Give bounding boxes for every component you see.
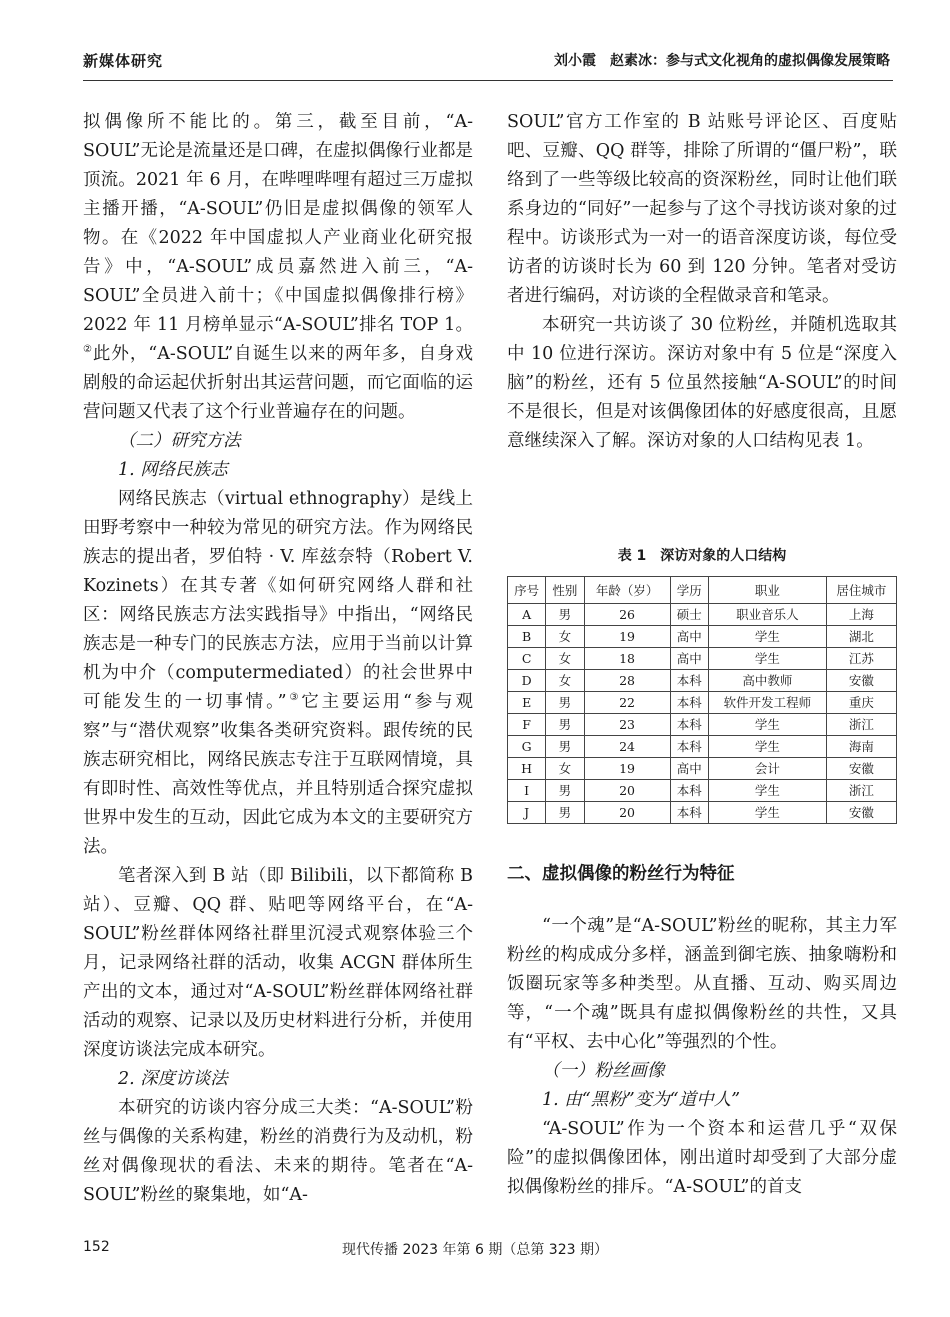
table-cell: 女 bbox=[546, 626, 584, 648]
table-cell: A bbox=[508, 604, 546, 626]
table-cell: 本科 bbox=[670, 692, 708, 714]
table-cell: E bbox=[508, 692, 546, 714]
footnote-mark: ③ bbox=[286, 692, 302, 704]
table-cell: 20 bbox=[584, 780, 670, 802]
paragraph: 网络民族志（virtual ethnography）是线上田野考察中一种较为常见的研究方法。作为网络民族志的提出者，罗伯特 · V. 库兹奈特（Robert V. Kozinets）在其专著《如何研究网络人群和社区：网络民族志方法实践指导》中指出，“网络民族志是一种专门的民族志方法，应用于当前以计算机为中介（computermediated）的社会世界中可能发生的一切事情。”③它主要运用“参与观察”与“潜伏观察”收集各类研究资料。跟传统的民族志研究相比，网络民族志专注于互联网情境，具有即时性、高效性等优点，并且特别适合探究虚拟世界中发生的互动，因此它成为本文的主要研究方法。 bbox=[83, 489, 473, 857]
table-cell: 海南 bbox=[826, 736, 896, 758]
journal-footer: 现代传播 2023 年第 6 期（总第 323 期） bbox=[342, 1242, 608, 1258]
table-cell: 上海 bbox=[826, 604, 896, 626]
table-header-cell: 序号 bbox=[508, 577, 546, 604]
table-cell: 学生 bbox=[708, 780, 826, 802]
table-cell: B bbox=[508, 626, 546, 648]
table-caption: 表 1 深访对象的人口结构 bbox=[617, 548, 787, 564]
table-cell: 高中 bbox=[670, 758, 708, 780]
table-cell: 男 bbox=[546, 714, 584, 736]
table-cell: 硕士 bbox=[670, 604, 708, 626]
table-cell: 女 bbox=[546, 670, 584, 692]
table-cell: 24 bbox=[584, 736, 670, 758]
table-row bbox=[508, 802, 897, 824]
subheading: （一）粉丝画像 bbox=[542, 1061, 665, 1081]
paragraph: 本研究的访谈内容分成三大类：“A-SOUL”粉丝与偶像的关系构建，粉丝的消费行为及动机，粉丝对偶像现状的看法、未来的期待。笔者在“A-SOUL”粉丝的聚集地，如“A- bbox=[83, 1098, 473, 1205]
table-cell: 本科 bbox=[670, 670, 708, 692]
table-cell: H bbox=[508, 758, 546, 780]
paragraph: SOUL”官方工作室的 B 站账号评论区、百度贴吧、豆瓣、QQ 群等，排除了所谓的“僵尸粉”，联络到了一些等级比较高的资深粉丝，同时让他们联系身边的“同好”一起参与了这个寻找访谈对象的过程中。访谈形式为一对一的语音深度访谈，每位受访者的访谈时长为 60 到 120 分钟。笔者对受访者进行编码，对访谈的全程做录音和笔录。 bbox=[507, 112, 897, 306]
table-cell: 学生 bbox=[708, 736, 826, 758]
table-cell: 重庆 bbox=[826, 692, 896, 714]
table-cell: C bbox=[508, 648, 546, 670]
table-cell: 湖北 bbox=[826, 626, 896, 648]
table-header-cell: 学历 bbox=[670, 577, 708, 604]
table-header-cell: 居住城市 bbox=[826, 577, 896, 604]
table-row bbox=[508, 670, 897, 692]
table-row bbox=[508, 648, 897, 670]
paragraph: 本研究一共访谈了 30 位粉丝，并随机选取其中 10 位进行深访。深访对象中有 5 位是“深度入脑”的粉丝，还有 5 位虽然接触“A-SOUL”的时间不是很长，但是对该偶像团体的好感度很高，且愿意继续深入了解。深访对象的人口结构见表 1。 bbox=[507, 315, 897, 451]
table-cell: 23 bbox=[584, 714, 670, 736]
table-cell: 学生 bbox=[708, 802, 826, 824]
left-column bbox=[83, 108, 473, 1210]
paragraph: “A-SOUL”作为一个资本和运营几乎“双保险”的虚拟偶像团体，刚出道时却受到了大部分虚拟偶像粉丝的排斥。“A-SOUL”的首支 bbox=[507, 1119, 897, 1197]
demographics-table bbox=[507, 576, 897, 824]
table-cell: 本科 bbox=[670, 736, 708, 758]
table-cell: 高中 bbox=[670, 626, 708, 648]
table-cell: 26 bbox=[584, 604, 670, 626]
header-rule bbox=[83, 80, 893, 81]
table-cell: 高中教师 bbox=[708, 670, 826, 692]
table-cell: 会计 bbox=[708, 758, 826, 780]
table-cell: 安徽 bbox=[826, 758, 896, 780]
subheading: 1. 由“黑粉”变为“道中人” bbox=[542, 1090, 741, 1110]
table-cell: 安徽 bbox=[826, 670, 896, 692]
running-header-authors-title: 刘小霞 赵素冰：参与式文化视角的虚拟偶像发展策略 bbox=[554, 53, 890, 69]
table-cell: G bbox=[508, 736, 546, 758]
table-cell: 本科 bbox=[670, 780, 708, 802]
table-cell: 19 bbox=[584, 626, 670, 648]
table-row bbox=[508, 604, 897, 626]
table-cell: 学生 bbox=[708, 714, 826, 736]
table-cell: 男 bbox=[546, 802, 584, 824]
paragraph: “一个魂”是“A-SOUL”粉丝的昵称，其主力军粉丝的构成成分多样，涵盖到御宅族、抽象嗨粉和饭圈玩家等多种类型。从直播、互动、购买周边等，“一个魂”既具有虚拟偶像粉丝的共性，又具有“平权、去中心化”等强烈的个性。 bbox=[507, 916, 897, 1052]
table-header-row bbox=[508, 577, 897, 604]
table-header-cell: 职业 bbox=[708, 577, 826, 604]
table-cell: 安徽 bbox=[826, 802, 896, 824]
table-cell: 学生 bbox=[708, 626, 826, 648]
table-row bbox=[508, 692, 897, 714]
right-column bbox=[507, 108, 897, 456]
table-cell: D bbox=[508, 670, 546, 692]
section-body bbox=[507, 912, 897, 1202]
subheading: 1. 网络民族志 bbox=[118, 460, 228, 480]
table-cell: 男 bbox=[546, 780, 584, 802]
running-header-section: 新媒体研究 bbox=[83, 52, 164, 70]
table-cell: 学生 bbox=[708, 648, 826, 670]
table-row bbox=[508, 736, 897, 758]
table-cell: 18 bbox=[584, 648, 670, 670]
table-row bbox=[508, 626, 897, 648]
table-header-cell: 性别 bbox=[546, 577, 584, 604]
table-cell: 男 bbox=[546, 736, 584, 758]
table-cell: 浙江 bbox=[826, 780, 896, 802]
table-cell: 职业音乐人 bbox=[708, 604, 826, 626]
paragraph: 拟偶像所不能比的。第三，截至目前，“A-SOUL”无论是流量还是口碑，在虚拟偶像行业都是顶流。2021 年 6 月，在哔哩哔哩有超过三万虚拟主播开播，“A-SOUL”仍旧是虚拟偶像的领军人物。在《2022 年中国虚拟人产业商业化研究报告》中，“A-SOUL”成员嘉然进入前三，“A-SOUL”全员进入前十；《中国虚拟偶像排行榜》2022 年 11 月榜单显示“A-SOUL”排名 TOP 1。②此外，“A-SOUL”自诞生以来的两年多，自身戏剧般的命运起伏折射出其运营问题，而它面临的运营问题又代表了这个行业普遍存在的问题。 bbox=[83, 112, 474, 422]
table-cell: 浙江 bbox=[826, 714, 896, 736]
table-cell: 19 bbox=[584, 758, 670, 780]
table-cell: 软件开发工程师 bbox=[708, 692, 826, 714]
table-cell: 男 bbox=[546, 692, 584, 714]
table-cell: 男 bbox=[546, 604, 584, 626]
subheading: （二）研究方法 bbox=[118, 431, 241, 451]
table-cell: F bbox=[508, 714, 546, 736]
table-header-cell: 年龄（岁） bbox=[584, 577, 670, 604]
section-heading: 二、虚拟偶像的粉丝行为特征 bbox=[507, 864, 735, 884]
table-cell: 20 bbox=[584, 802, 670, 824]
table-cell: 本科 bbox=[670, 802, 708, 824]
page-number: 152 bbox=[83, 1239, 110, 1255]
table-row bbox=[508, 758, 897, 780]
table-cell: I bbox=[508, 780, 546, 802]
paragraph: 笔者深入到 B 站（即 Bilibili，以下都简称 B 站）、豆瓣、QQ 群、贴吧等网络平台，在“A-SOUL”粉丝群体网络社群里沉浸式观察体验三个月，记录网络社群的活动，收集 ACGN 群体所生产出的文本，通过对“A-SOUL”粉丝群体网络社群活动的观察、记录以及历史材料进行分析，并使用深度访谈法完成本研究。 bbox=[83, 866, 473, 1060]
table-cell: 28 bbox=[584, 670, 670, 692]
table-cell: 高中 bbox=[670, 648, 708, 670]
table-cell: 江苏 bbox=[826, 648, 896, 670]
subheading: 2. 深度访谈法 bbox=[118, 1069, 228, 1089]
footnote-mark: ② bbox=[83, 344, 93, 356]
table-cell: 22 bbox=[584, 692, 670, 714]
table-cell: 本科 bbox=[670, 714, 708, 736]
table-row bbox=[508, 714, 897, 736]
table-cell: J bbox=[508, 802, 546, 824]
table-cell: 女 bbox=[546, 758, 584, 780]
table-row bbox=[508, 780, 897, 802]
table-cell: 女 bbox=[546, 648, 584, 670]
